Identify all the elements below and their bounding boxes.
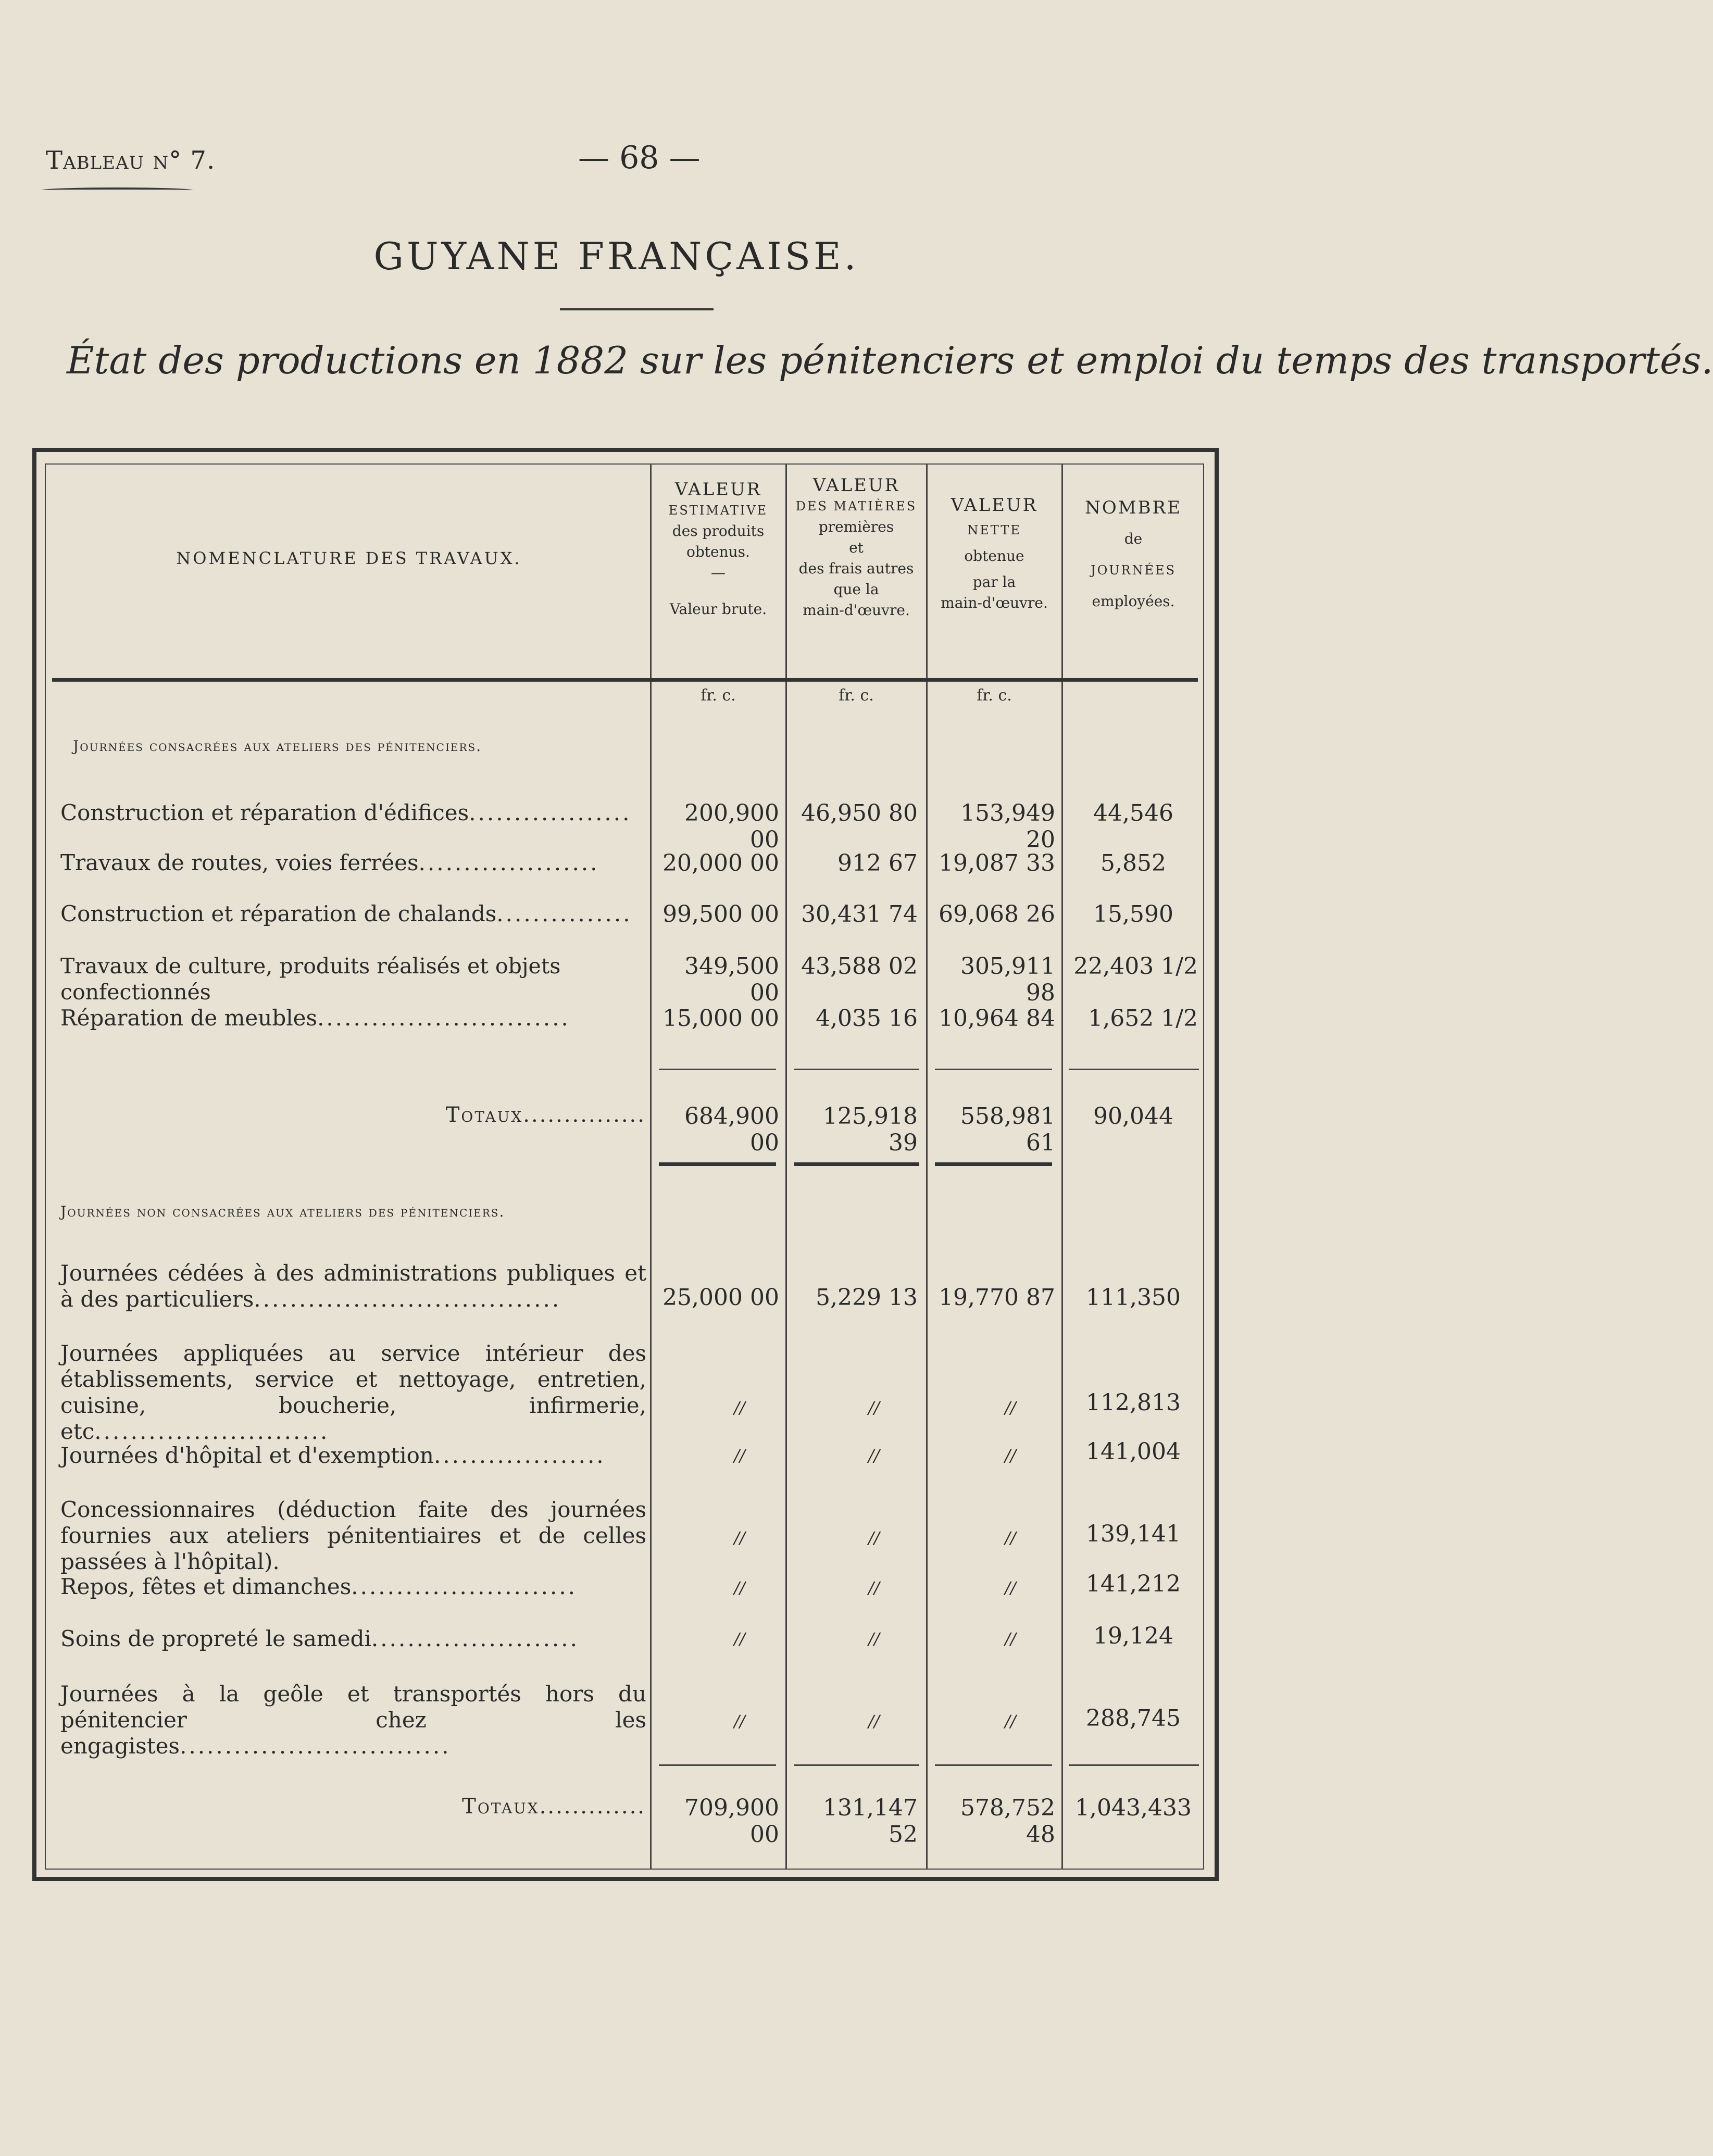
table-row-label: Journées d'hôpital et d'exemption................... xyxy=(60,1443,606,1468)
cell-c5: 1,652 1/2 xyxy=(1088,1005,1198,1032)
subtotal2-rule-2 xyxy=(794,1764,919,1766)
cell-c4: // xyxy=(1005,1398,1016,1418)
cell-c2: 349,500 00 xyxy=(684,953,779,1006)
col5-line-1: NOMBRE xyxy=(1085,497,1182,518)
section1-total-c3: 125,918 39 xyxy=(823,1103,918,1156)
cell-c2: 99,500 00 xyxy=(662,901,779,927)
page-subtitle: État des productions en 1882 sur les pénitenciers et emploi du temps des transportés. xyxy=(67,339,1713,382)
cell-c5: 44,546 xyxy=(1093,800,1173,826)
col-divider-4 xyxy=(1061,463,1063,1870)
cell-c5: 139,141 xyxy=(1086,1521,1181,1547)
cell-c4: 19,087 33 xyxy=(939,850,1055,876)
col-divider-1 xyxy=(650,463,652,1870)
cell-c3: 30,431 74 xyxy=(801,901,918,927)
col4-line-5: main-d'œuvre. xyxy=(941,594,1048,611)
col2-line-6: Valeur brute. xyxy=(669,600,767,618)
cell-c2: // xyxy=(734,1578,745,1598)
cell-c2: // xyxy=(734,1446,745,1465)
cell-c3: // xyxy=(868,1711,880,1731)
total-rule-2 xyxy=(794,1162,919,1166)
header-underline xyxy=(42,187,193,193)
section1-total-c4: 558,981 61 xyxy=(960,1103,1055,1156)
cell-c4: 153,949 20 xyxy=(960,800,1055,853)
cell-c3: 4,035 16 xyxy=(816,1005,918,1032)
section1-heading: Journées consacrées aux ateliers des pénitenciers. xyxy=(73,737,482,755)
table-inner-border xyxy=(45,463,1204,1870)
header-rule xyxy=(52,678,1198,682)
col-divider-3 xyxy=(926,463,928,1870)
col3-line-6: que la xyxy=(833,581,879,598)
table-row-label: Travaux de culture, produits réalisés et objets confectionnés xyxy=(60,954,561,1005)
cell-c3: // xyxy=(868,1398,880,1418)
section2-total-c3: 131,147 52 xyxy=(823,1795,918,1848)
subtotal-rule-1 xyxy=(659,1069,776,1070)
col5-line-3: JOURNÉES xyxy=(1090,563,1177,578)
section2-total-c4: 578,752 48 xyxy=(960,1795,1055,1848)
cell-c5: 111,350 xyxy=(1086,1284,1181,1311)
cell-c4: 10,964 84 xyxy=(939,1005,1055,1032)
cell-c2: // xyxy=(734,1528,745,1548)
table-row-label: Journées cédées à des administrations publiques et à des particuliers.................................. xyxy=(60,1260,646,1312)
section2-total-c2: 709,900 00 xyxy=(684,1795,779,1848)
cell-c3: // xyxy=(868,1528,880,1548)
cell-c4: // xyxy=(1005,1629,1016,1649)
cell-c5: 141,212 xyxy=(1086,1571,1181,1597)
total-rule-1 xyxy=(659,1162,776,1166)
table-number: Tableau n° 7. xyxy=(46,146,216,175)
table-row-label: Journées appliquées au service intérieur des établissements, service et nettoyage, entretien, cuisine, boucherie, infirmerie, etc.......................... xyxy=(60,1340,646,1444)
cell-c3: 5,229 13 xyxy=(816,1284,918,1311)
table-row-label: Travaux de routes, voies ferrées.................... xyxy=(60,850,599,875)
table-row-label: Réparation de meubles............................ xyxy=(60,1005,570,1031)
table-row-label: Journées à la geôle et transportés hors du pénitencier chez les engagistes.............................. xyxy=(60,1681,646,1759)
cell-c2: // xyxy=(734,1629,745,1649)
table-row-label: Soins de propreté le samedi....................... xyxy=(60,1626,579,1651)
section1-total-c5: 90,044 xyxy=(1093,1103,1173,1130)
col3-line-7: main-d'œuvre. xyxy=(803,601,910,619)
cell-c3: 912 67 xyxy=(837,850,918,876)
col4-line-3: obtenue xyxy=(964,547,1024,565)
cell-c5: 5,852 xyxy=(1101,850,1166,876)
col-header-valeur-estimative xyxy=(652,479,784,620)
title-rule xyxy=(560,308,714,310)
cell-c4: 19,770 87 xyxy=(939,1284,1055,1311)
subtotal2-rule-1 xyxy=(659,1764,776,1766)
subtotal2-rule-4 xyxy=(1069,1764,1199,1766)
section1-total-c2: 684,900 00 xyxy=(684,1103,779,1156)
section2-total-c5: 1,043,433 xyxy=(1075,1795,1192,1821)
cell-c4: // xyxy=(1005,1528,1016,1548)
cell-c5: 15,590 xyxy=(1093,901,1173,927)
section1-total-label: Totaux............... xyxy=(445,1103,646,1127)
cell-c4: 69,068 26 xyxy=(939,901,1055,927)
cell-c5: 22,403 1/2 xyxy=(1073,953,1198,980)
col-header-nomenclature: NOMENCLATURE DES TRAVAUX. xyxy=(176,548,522,568)
col5-line-2: de xyxy=(1124,530,1143,547)
col-header-nombre-journees xyxy=(1064,497,1203,612)
col2-line-5: — xyxy=(711,564,726,581)
cell-c5: 288,745 xyxy=(1086,1705,1181,1732)
cell-c5: 19,124 xyxy=(1093,1623,1173,1649)
page-title: GUYANE FRANÇAISE. xyxy=(373,234,859,278)
subtotal-rule-3 xyxy=(935,1069,1052,1070)
section2-total-label: Totaux............. xyxy=(462,1795,646,1819)
unit-c2: fr. c. xyxy=(701,686,736,705)
col3-line-2: DES MATIÈRES xyxy=(795,499,917,513)
cell-c5: 141,004 xyxy=(1086,1438,1181,1465)
table-row-label: Repos, fêtes et dimanches......................... xyxy=(60,1574,578,1599)
cell-c2: 15,000 00 xyxy=(662,1005,779,1032)
cell-c4: // xyxy=(1005,1578,1016,1598)
subtotal-rule-2 xyxy=(794,1069,919,1070)
col3-line-3: premières xyxy=(818,518,894,535)
col3-line-5: des frais autres xyxy=(798,560,914,577)
col2-line-2: ESTIMATIVE xyxy=(668,503,768,518)
col4-line-1: VALEUR xyxy=(951,495,1038,516)
col-header-valeur-matieres xyxy=(787,475,925,621)
col-header-valeur-nette xyxy=(928,495,1060,613)
col2-line-4: obtenus. xyxy=(686,543,750,560)
table-row-label: Construction et réparation d'édifices.................. xyxy=(60,800,632,825)
cell-c2: 20,000 00 xyxy=(662,850,779,876)
cell-c2: 200,900 00 xyxy=(684,800,779,853)
page-number: — 68 — xyxy=(578,140,701,176)
cell-c2: // xyxy=(734,1711,745,1731)
cell-c3: 43,588 02 xyxy=(801,953,918,980)
cell-c5: 112,813 xyxy=(1086,1389,1181,1416)
subtotal-rule-4 xyxy=(1069,1069,1199,1070)
table-row-label: Construction et réparation de chalands............... xyxy=(60,901,632,926)
cell-c2: 25,000 00 xyxy=(662,1284,779,1311)
cell-c4: // xyxy=(1005,1446,1016,1465)
col4-line-2: NETTE xyxy=(967,523,1021,537)
cell-c3: // xyxy=(868,1446,880,1465)
total-rule-3 xyxy=(935,1162,1052,1166)
cell-c3: // xyxy=(868,1578,880,1598)
col4-line-4: par la xyxy=(972,573,1016,591)
col-divider-2 xyxy=(785,463,787,1870)
col5-line-4: employées. xyxy=(1092,593,1175,610)
table-row-label: Concessionnaires (déduction faite des journées fournies aux ateliers pénitentiaires et de celles passées à l'hôpital). xyxy=(60,1497,646,1574)
col2-line-1: VALEUR xyxy=(674,479,762,500)
cell-c4: 305,911 98 xyxy=(960,953,1055,1006)
unit-c4: fr. c. xyxy=(977,686,1012,705)
section2-heading: Journées non consacrées aux ateliers des pénitenciers. xyxy=(60,1203,505,1220)
cell-c3: 46,950 80 xyxy=(801,800,918,826)
cell-c4: // xyxy=(1005,1711,1016,1731)
subtotal2-rule-3 xyxy=(935,1764,1052,1766)
unit-c3: fr. c. xyxy=(839,686,874,705)
col3-line-1: VALEUR xyxy=(812,475,900,496)
col2-line-3: des produits xyxy=(672,522,765,540)
col3-line-4: et xyxy=(849,539,864,556)
cell-c3: // xyxy=(868,1629,880,1649)
cell-c2: // xyxy=(734,1398,745,1418)
